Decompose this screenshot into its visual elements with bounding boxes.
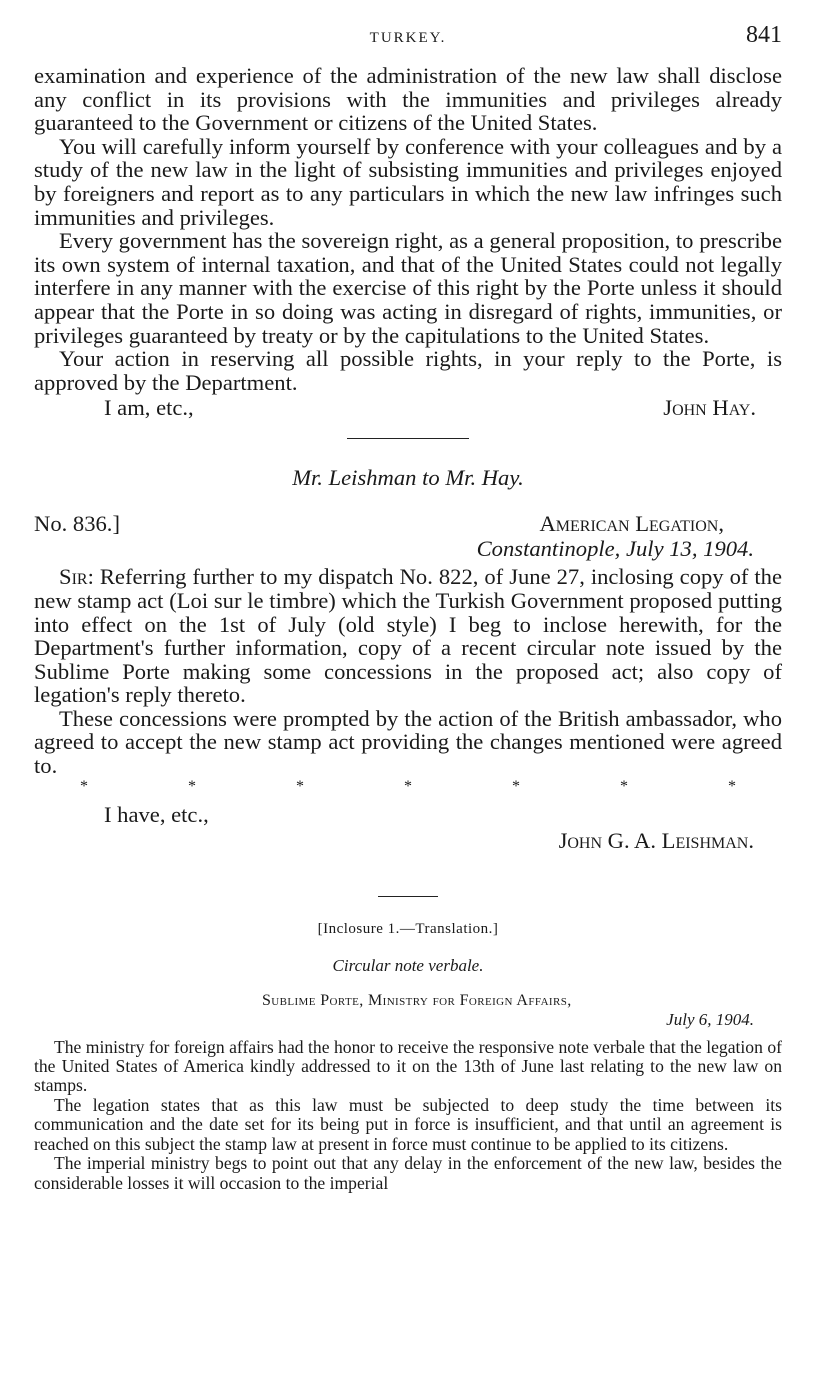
- closing-line: [34, 802, 782, 828]
- paragraph: Every government has the sovereign right, as a general proposition, to prescribe its own system of internal taxation, and that of the United States could not legally interfere in any manner with the exercise of this right by the Porte unless it should appear that the Porte in so doing was acting in disregard of rights, immunities, or privileges guaranteed by treaty or by the capitulations to the United States.: [34, 228, 782, 348]
- section-divider: [378, 896, 438, 897]
- signature: John G. A. Leishman.: [558, 827, 754, 853]
- star: *: [620, 777, 628, 795]
- inclosure: [34, 921, 782, 1193]
- paragraph: You will carefully inform yourself by conference with your colleagues and by a study of the new law in the light of subsisting immunities and privileges enjoyed by foreigners and report as to any particulars in which the new law infringes such immunities and privileges.: [34, 133, 782, 230]
- star: *: [404, 777, 412, 795]
- document-page: [34, 22, 782, 1193]
- letter-hay: [34, 64, 782, 422]
- inclosure-label: [Inclosure 1.—Translation.]: [317, 920, 499, 937]
- paragraph-text: Referring further to my dispatch No. 822, of June 27, inclosing copy of the new stamp act (Loi sur le timbre) which the Turkish Government proposed putting into effect on the 1st of July (old style) I beg to inclose herewith, for the Department's further information, copy of a recent circular note issued by the Sublime Porte making some concessions in the proposed act; also copy of legation's reply thereto.: [34, 564, 782, 708]
- ellipsis-stars: [34, 778, 782, 798]
- paragraph: examination and experience of the administration of the new law shall disclose any conflict in its provisions with the immunities and privileges already guaranteed to the Government or citizens of the United States.: [34, 63, 782, 136]
- ministry-line: Sublime Porte, Ministry for Foreign Affairs,: [262, 991, 572, 1009]
- dispatch-date: Constantinople, July 13, 1904.: [476, 536, 754, 562]
- star: *: [296, 777, 304, 795]
- closing: I am, etc.,: [104, 395, 194, 421]
- inclosure-date: July 6, 1904.: [666, 1009, 754, 1029]
- paragraph: These concessions were prompted by the action of the British ambassador, who agreed to accept the new stamp act providing the changes mentioned were agreed to.: [34, 705, 782, 779]
- closing-line: [34, 394, 782, 422]
- dispatch-place: American Legation,: [539, 511, 724, 537]
- paragraph: The legation states that as this law must be subjected to deep study the time between its communication and the date set for its being put in force is insufficient, and that until an agreement is reached on this subject the stamp law at present in force must continue to be applied to its citizens.: [34, 1094, 782, 1154]
- paragraph: Your action in reserving all possible rights, in your reply to the Porte, is approved by the Department.: [34, 346, 782, 395]
- dispatch-header: [34, 511, 782, 537]
- paragraph: The ministry for foreign affairs had the honor to receive the responsive note verbale that the legation of the United States of America kindly addressed to it on the 13th of June last relating to the new law on stamps.: [34, 1036, 782, 1096]
- inclosure-title: Circular note verbale.: [332, 955, 484, 975]
- dispatch-number: No. 836.]: [34, 511, 120, 537]
- letter-heading: Mr. Leishman to Mr. Hay.: [292, 465, 524, 491]
- closing: I have, etc.,: [104, 801, 209, 827]
- running-head: TURKEY.: [369, 30, 447, 46]
- signature: John Hay.: [663, 395, 756, 421]
- page-number: 841: [746, 22, 782, 48]
- letter-leishman: [34, 511, 782, 853]
- section-divider: [347, 438, 469, 439]
- paragraph: [34, 565, 782, 707]
- paragraph: The imperial ministry begs to point out that any delay in the enforcement of the new law, besides the considerable losses it will occasion to the imperial: [34, 1153, 782, 1193]
- star: *: [80, 777, 88, 795]
- salutation: Sir:: [59, 564, 94, 590]
- star: *: [728, 777, 736, 795]
- star: *: [188, 777, 196, 795]
- page-header: [34, 22, 782, 56]
- star: *: [512, 777, 520, 795]
